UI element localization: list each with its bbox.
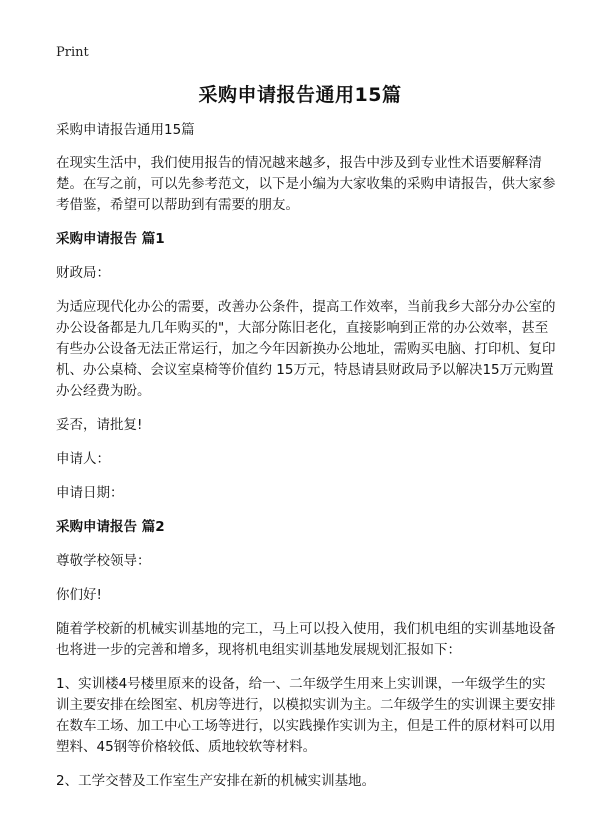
intro-paragraph: 在现实生活中，我们使用报告的情况越来越多，报告中涉及到专业性术语要解释清楚。在写之前，可以先参考范文，以下是小编为大家收集的采购申请报告，供大家参考借鉴，希望可以帮助到有需要的朋友。 <box>56 155 556 213</box>
section-2-item-1: 1、实训楼4号楼里原来的设备，给一、二年级学生用来上实训课，一年级学生的实训主要安排在绘图室、机房等进行，以模拟实训为主。二年级学生的实训课主要安排在数车工场、加工中心工场等进行，以实践操作实训为主，但是工件的原材料可以用塑料、45钢等价格较低、质地较软等材料。 <box>56 676 556 755</box>
section-2-body: 随着学校新的机械实训基地的完工，马上可以投入使用，我们机电组的实训基地设备也将进一步的完善和增多，现将机电组实训基地发展规划汇报如下： <box>56 621 556 658</box>
section-1-date: 申请日期： <box>56 485 124 501</box>
section-1-applicant: 申请人： <box>56 451 110 467</box>
section-1-salutation: 财政局： <box>56 265 110 281</box>
section-2-heading: 采购申请报告 篇2 <box>56 519 165 535</box>
section-1-closing: 妥否，请批复! <box>56 417 143 433</box>
document-body <box>56 120 556 805</box>
document-subtitle: 采购申请报告通用15篇 <box>56 122 195 138</box>
section-2-item-2: 2、工学交替及工作室生产安排在新的机械实训基地。 <box>56 773 376 789</box>
section-1-heading: 采购申请报告 篇1 <box>56 231 165 247</box>
document-title: 采购申请报告通用15篇 <box>198 84 402 106</box>
section-1-body: 为适应现代化办公的需要，改善办公条件，提高工作效率，当前我乡大部分办公室的办公设备都是九几年购买的"，大部分陈旧老化，直接影响到正常的办公效率，甚至有些办公设备无法正常运行，加之今年因新换办公地址，需购买电脑、打印机、复印机、办公桌椅、会议室桌椅等价值约 15万元，特恳请县财政局予以解决15万元购置办公经费为盼。 <box>56 299 556 399</box>
section-2-salutation: 尊敬学校领导： <box>56 553 151 569</box>
print-label: Print <box>56 45 89 60</box>
section-2-greeting: 你们好! <box>56 587 102 603</box>
